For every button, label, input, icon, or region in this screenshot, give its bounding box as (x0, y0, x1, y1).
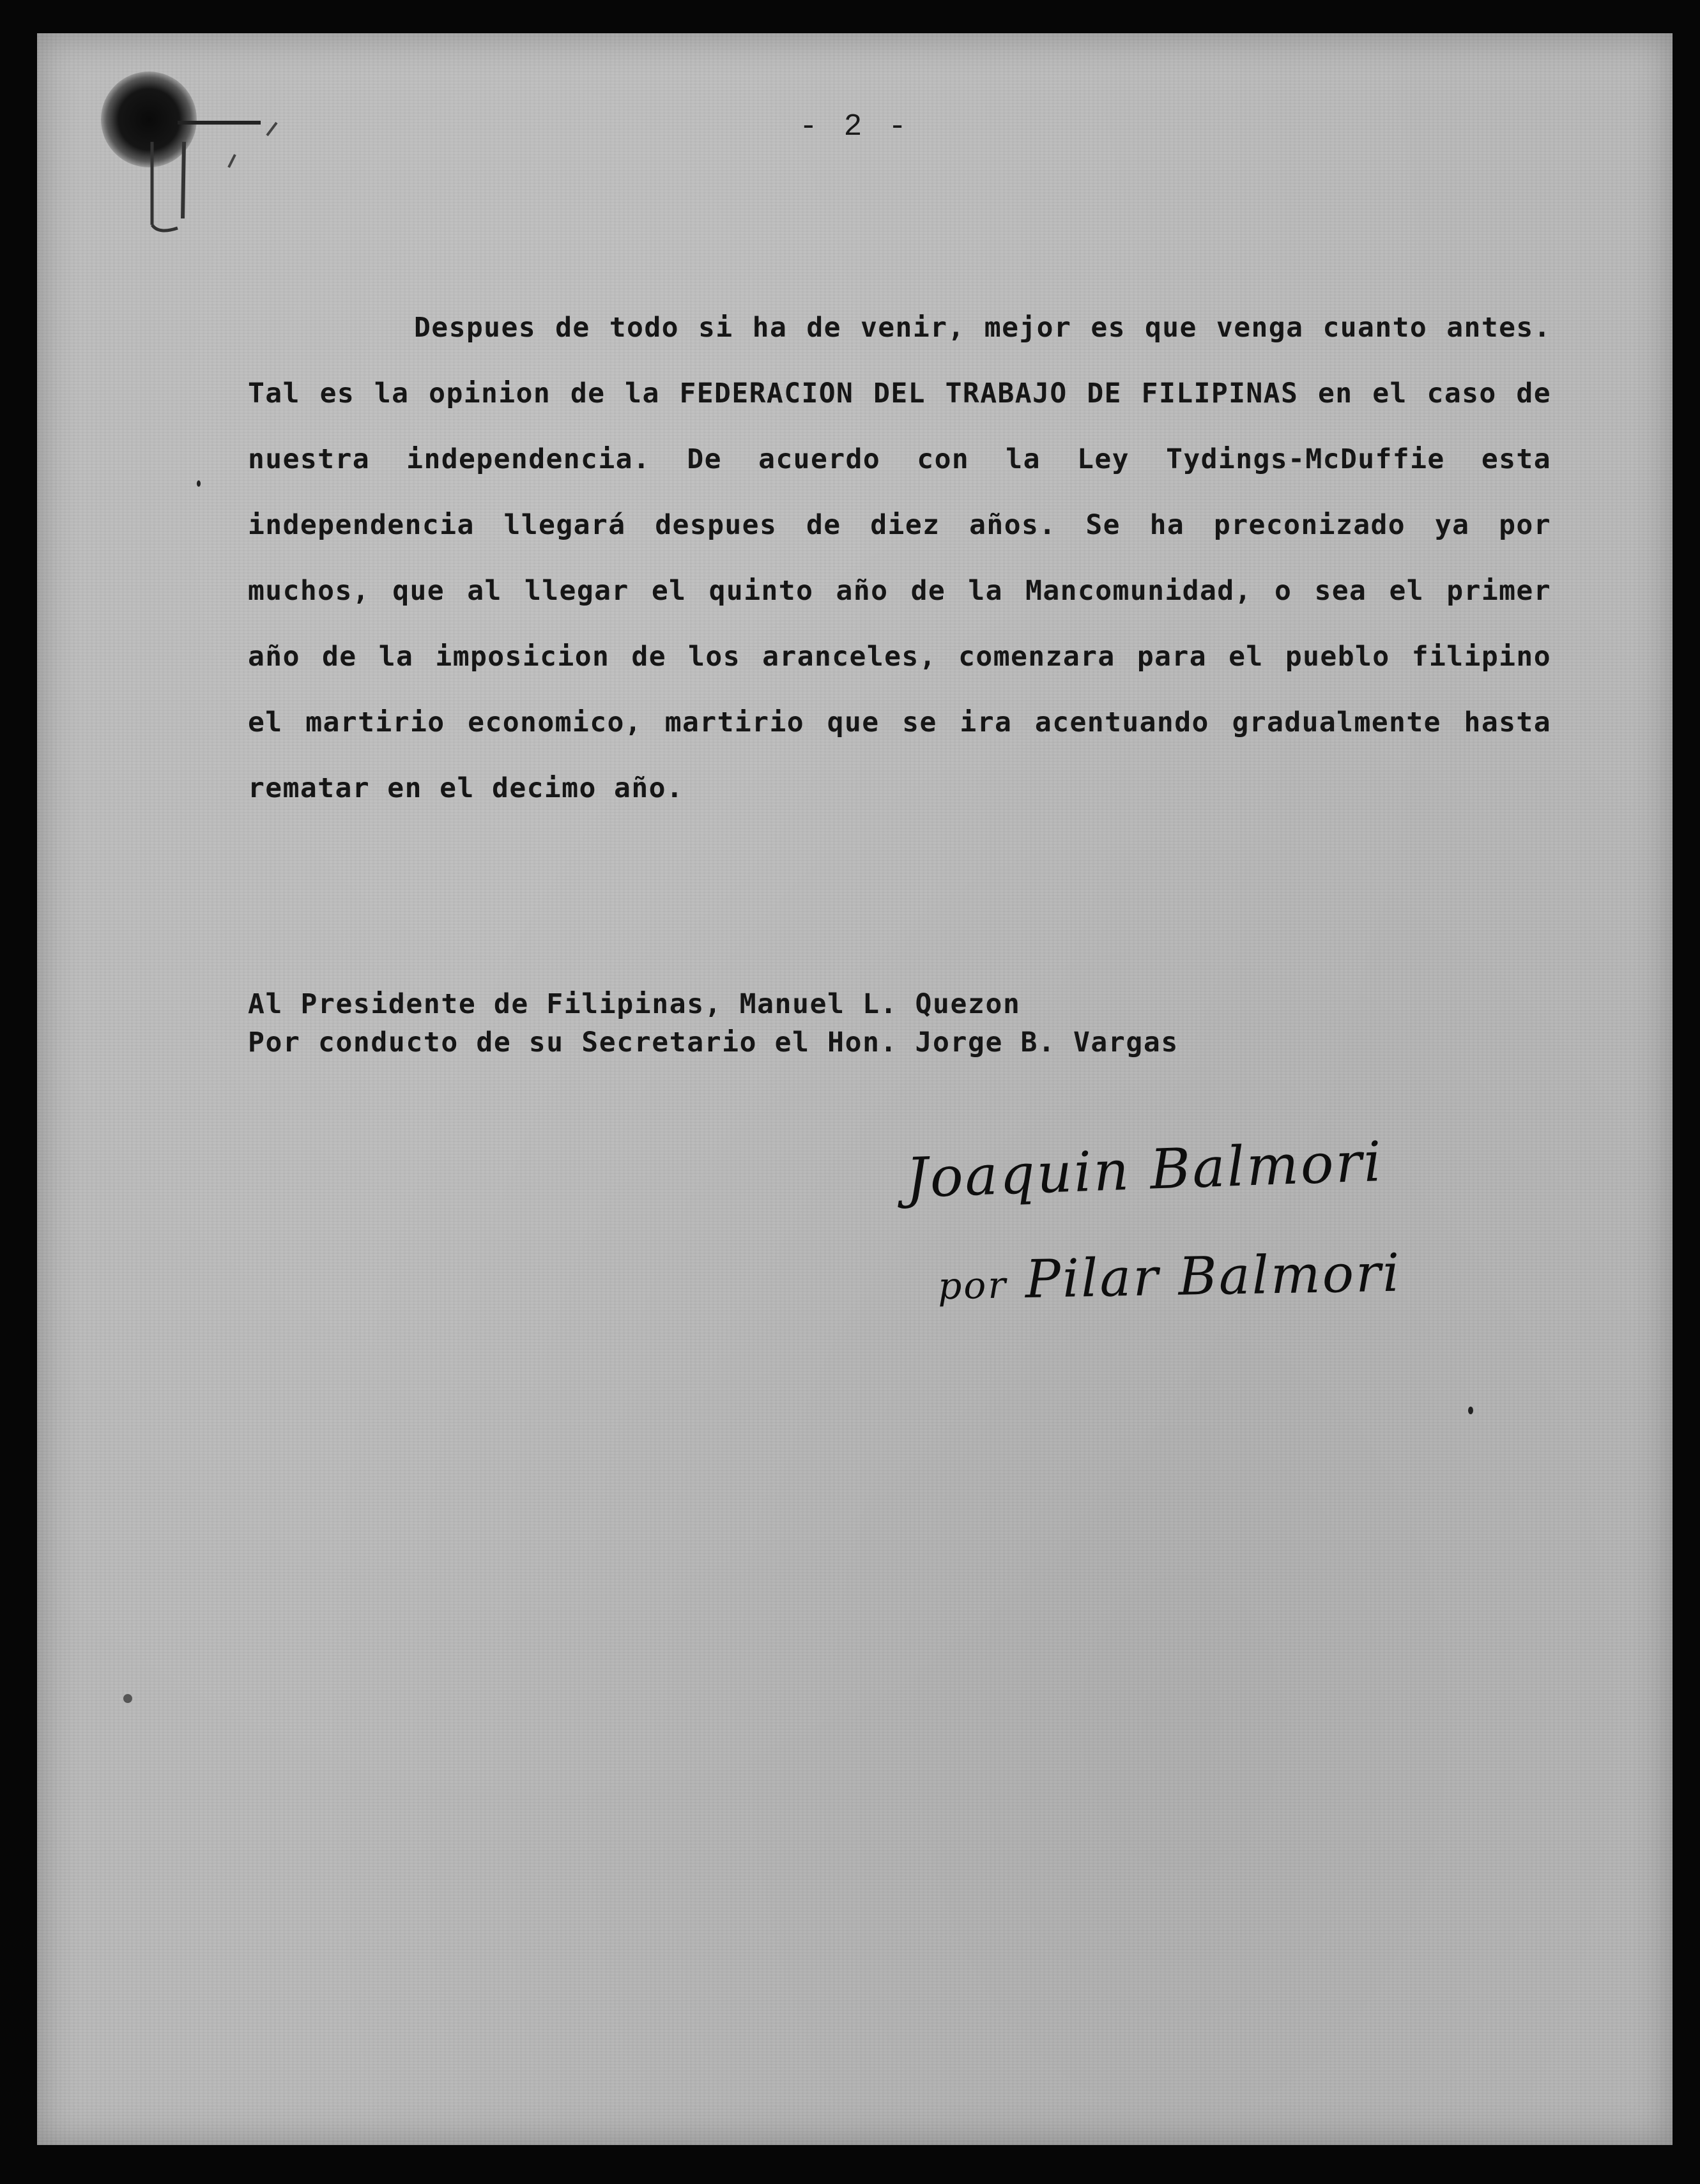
addressee-line-1: Al Presidente de Filipinas, Manuel L. Quezon (248, 988, 1021, 1020)
document-page (37, 33, 1673, 2145)
handwritten-signature (861, 1119, 1436, 1362)
signature-proxy-line (937, 1243, 1402, 1312)
signature-name: Joaquin Balmori (905, 1129, 1384, 1211)
signature-por: por (937, 1263, 1008, 1308)
addressee-block (248, 985, 1398, 1062)
paper-speck (1468, 1407, 1473, 1414)
body-paragraph: Despues de todo si ha de venir, mejor es que venga cuanto antes. Tal es la opinion de la FEDERACION DEL TRABAJO DE FILIPINAS en el caso de nuestra independencia. De acuerdo con la Ley Tydings-McDuffie esta independencia llegará despues de diez años. Se ha preconizado ya por muchos, que al llegar el quinto año de la Mancomunidad, o sea el primer año de la imposicion de los aranceles, comenzara para el pueblo filipino el martirio economico, martirio que se ira acentuando gradualmente hasta rematar en el decimo año. (248, 312, 1551, 804)
paper-speck (197, 480, 201, 487)
signature-proxy-name: Pilar Balmori (1024, 1242, 1402, 1310)
addressee-line-2: Por conducto de su Secretario el Hon. Jorge B. Vargas (248, 1027, 1179, 1058)
page-number: - 2 - (799, 110, 911, 144)
paper-speck (123, 1694, 132, 1703)
